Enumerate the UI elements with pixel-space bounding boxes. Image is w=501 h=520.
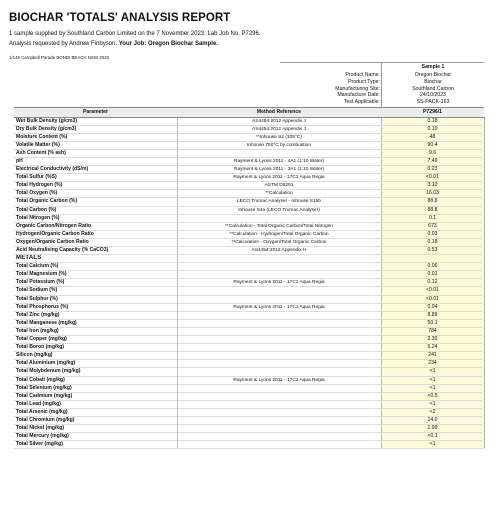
table-row xyxy=(14,376,484,384)
result-value-cell: 234 xyxy=(381,360,484,368)
parameter-cell: Total Organic Carbon (%) xyxy=(14,198,177,206)
parameter-cell: Total Chromium (mg/kg) xyxy=(14,416,177,424)
result-value-cell: 14.0 xyxy=(381,416,484,424)
method-cell xyxy=(177,319,381,327)
result-value-cell: 0.53 xyxy=(381,247,484,255)
table-row xyxy=(14,198,484,206)
table-row xyxy=(14,141,484,149)
method-cell xyxy=(177,214,381,222)
table-row xyxy=(14,425,484,433)
sample-heading: Sample 1 xyxy=(421,64,445,70)
result-value-cell: 8.89 xyxy=(381,311,484,319)
method-cell xyxy=(177,408,381,416)
method-cell xyxy=(177,384,381,392)
method-cell: Rayment & Lyons 2011 - 17C1 Aqua Regia xyxy=(177,279,381,287)
parameter-cell: pH xyxy=(14,157,177,165)
table-row xyxy=(14,352,484,360)
table-row xyxy=(14,408,484,416)
result-value-cell: <2 xyxy=(381,408,484,416)
method-cell xyxy=(177,368,381,376)
parameter-cell: Acid Neutralising Capacity (% CaCO3) xyxy=(14,247,177,255)
result-value-cell: 0.1 xyxy=(381,214,484,222)
parameter-cell: Total Manganese (mg/kg) xyxy=(14,319,177,327)
table-row xyxy=(14,133,484,141)
result-value-cell: 241 xyxy=(381,352,484,360)
table-row xyxy=(14,247,484,255)
parameter-cell: Total Cobalt (mg/kg) xyxy=(14,376,177,384)
result-value-cell: 0.12 xyxy=(381,279,484,287)
table-row xyxy=(14,295,484,303)
result-value-cell: <1 xyxy=(381,376,484,384)
table-row xyxy=(14,206,484,214)
table-row xyxy=(14,214,484,222)
result-value-cell: 48 xyxy=(381,133,484,141)
parameter-cell: Total Silver (mg/kg) xyxy=(14,441,177,449)
parameter-cell: Total Cadmium (mg/kg) xyxy=(14,392,177,400)
method-cell: ASTM D5291 xyxy=(177,182,381,190)
parameter-cell: Total Nitrogen (%) xyxy=(14,214,177,222)
result-value-cell xyxy=(381,255,484,263)
result-value-cell: <0.01 xyxy=(381,287,484,295)
table-row xyxy=(14,263,484,271)
parameter-cell: Total Calcium (%) xyxy=(14,263,177,271)
table-row xyxy=(14,327,484,335)
result-value-cell: 3.10 xyxy=(381,182,484,190)
section-heading-row xyxy=(14,255,484,263)
result-value-cell: 0.06 xyxy=(381,263,484,271)
result-value-cell: <1 xyxy=(381,368,484,376)
header-parameter: Parameter xyxy=(14,108,177,118)
method-cell xyxy=(177,271,381,279)
table-row xyxy=(14,166,484,174)
sample-info-label: Test Applicable: xyxy=(343,99,380,106)
table-row xyxy=(14,311,484,319)
table-row xyxy=(14,230,484,238)
intro-line-2 xyxy=(9,41,218,47)
table-row xyxy=(14,287,484,295)
sample-info-value: Oregon Biochar xyxy=(414,72,452,78)
result-value-cell: 0.03 xyxy=(381,230,484,238)
parameter-cell: Total Iron (mg/kg) xyxy=(14,327,177,335)
method-cell xyxy=(177,255,381,263)
method-cell xyxy=(177,352,381,360)
table-row xyxy=(14,384,484,392)
result-value-cell: 673 xyxy=(381,222,484,230)
sample-info-label: Product Type: xyxy=(348,78,380,85)
result-value-cell: <1 xyxy=(381,441,484,449)
result-value-cell: 0.01 xyxy=(381,271,484,279)
sample-info-block xyxy=(280,62,484,108)
table-row xyxy=(14,182,484,190)
table-row xyxy=(14,433,484,441)
method-cell: **Calculation - Hydrogen/Total Organic Carbon xyxy=(177,230,381,238)
table-row xyxy=(14,238,484,246)
sample-info-value: SS-PACK-163 xyxy=(416,99,450,106)
method-cell: Rayment & Lyons 2011 - 17C1 Aqua Regia xyxy=(177,174,381,182)
sample-info-label: Manufacturing Site: xyxy=(335,85,380,92)
table-row xyxy=(14,400,484,408)
result-value-cell: 0.23 xyxy=(381,166,484,174)
sample-info-value: Southland Carbon xyxy=(412,85,454,92)
method-cell xyxy=(177,416,381,424)
table-row xyxy=(14,157,484,165)
parameter-cell: Electrical Conductivity (dS/m) xyxy=(14,166,177,174)
parameter-cell: Wet Bulk Density (g/cm3) xyxy=(14,117,177,125)
parameter-cell: Total Sulphur (%) xyxy=(14,295,177,303)
parameter-cell: Total Zinc (mg/kg) xyxy=(14,311,177,319)
parameter-cell: Total Sulfur (%S) xyxy=(14,174,177,182)
method-cell: **Calculation xyxy=(177,190,381,198)
parameter-cell: Organic Carbon/Nitrogen Ratio xyxy=(14,222,177,230)
table-header-row xyxy=(14,108,484,118)
client-address: 1/146 Campbell Parade BONDI BEACH NSW 2026 xyxy=(9,55,110,60)
result-value-cell: 88.8 xyxy=(381,198,484,206)
method-cell xyxy=(177,149,381,157)
parameter-cell: Total Copper (mg/kg) xyxy=(14,336,177,344)
result-value-cell: 50.1 xyxy=(381,319,484,327)
parameter-cell: Total Aluminium (mg/kg) xyxy=(14,360,177,368)
result-value-cell: 0.18 xyxy=(381,117,484,125)
result-value-cell: 7.49 xyxy=(381,157,484,165)
method-cell xyxy=(177,392,381,400)
parameter-cell: Total Boron (mg/kg) xyxy=(14,344,177,352)
parameter-cell: Total Phosphorus (%) xyxy=(14,303,177,311)
method-cell: Rayment & Lyons 2011 - 3A1 (1:10 Water) xyxy=(177,166,381,174)
method-cell xyxy=(177,433,381,441)
method-cell xyxy=(177,263,381,271)
parameter-cell: Total Molybdenum (mg/kg) xyxy=(14,368,177,376)
table-row xyxy=(14,279,484,287)
table-row xyxy=(14,117,484,125)
result-value-cell: <1 xyxy=(381,384,484,392)
method-cell xyxy=(177,344,381,352)
method-cell: LECO Trumac Analyser - Inhouse S15b xyxy=(177,198,381,206)
parameter-cell: Total Magnesium (%) xyxy=(14,271,177,279)
sample-info-value: Biochar xyxy=(424,78,442,85)
parameter-cell: Hydrogen/Organic Carbon Ratio xyxy=(14,230,177,238)
method-cell xyxy=(177,400,381,408)
table-row xyxy=(14,441,484,449)
table-row xyxy=(14,336,484,344)
method-cell xyxy=(177,425,381,433)
parameter-cell: METALS xyxy=(14,255,177,263)
parameter-cell: Total Lead (mg/kg) xyxy=(14,400,177,408)
result-value-cell: 9.6 xyxy=(381,149,484,157)
method-cell xyxy=(177,311,381,319)
method-cell xyxy=(177,336,381,344)
method-cell: **Inhouse S2 (105°C) xyxy=(177,133,381,141)
result-value-cell: 5.24 xyxy=(381,344,484,352)
table-row xyxy=(14,190,484,198)
table-row xyxy=(14,416,484,424)
parameter-cell: Volatile Matter (%) xyxy=(14,141,177,149)
result-value-cell: <1 xyxy=(381,400,484,408)
result-value-cell: 784 xyxy=(381,327,484,335)
results-table xyxy=(14,107,485,449)
method-cell xyxy=(177,295,381,303)
parameter-cell: Total Hydrogen (%) xyxy=(14,182,177,190)
result-value-cell: <0.01 xyxy=(381,295,484,303)
method-cell: Inhouse S4a (LECO Trumac Analyser) xyxy=(177,206,381,214)
parameter-cell: Total Carbon (%) xyxy=(14,206,177,214)
table-row xyxy=(14,222,484,230)
result-value-cell: 90.4 xyxy=(381,141,484,149)
result-value-cell: <0.1 xyxy=(381,433,484,441)
table-row xyxy=(14,303,484,311)
method-cell: Rayment & Lyons 2011 - 17C1 Aqua Regia xyxy=(177,303,381,311)
parameter-cell: Total Sodium (%) xyxy=(14,287,177,295)
result-value-cell: 0.10 xyxy=(381,125,484,133)
parameter-cell: Ash Content (% ash) xyxy=(14,149,177,157)
table-row xyxy=(14,360,484,368)
result-value-cell: 1.99 xyxy=(381,425,484,433)
result-value-cell: 2.30 xyxy=(381,336,484,344)
method-cell: AS4454:2012 Appendix H xyxy=(177,247,381,255)
method-cell: Rayment & Lyons 2011 - 17C1 Aqua Regia xyxy=(177,376,381,384)
method-cell: AS4454:2012 Appendix J xyxy=(177,117,381,125)
sample-info-value: 24/10/2023 xyxy=(420,92,446,99)
method-cell xyxy=(177,360,381,368)
intro-line-2-job: Your Job: Oregon Biochar Sample. xyxy=(118,41,218,47)
table-row xyxy=(14,392,484,400)
parameter-cell: Total Selenium (mg/kg) xyxy=(14,384,177,392)
table-row xyxy=(14,149,484,157)
header-sample-value: P7296/1 xyxy=(381,108,484,118)
method-cell: AS4454:2012 Appendix J xyxy=(177,125,381,133)
table-row xyxy=(14,344,484,352)
sample-info-label: Manufacture Date: xyxy=(337,92,380,99)
result-value-cell: 0.04 xyxy=(381,303,484,311)
method-cell: **Calculation - Oxygen/Total Organic Carbon xyxy=(177,238,381,246)
result-value-cell: 16.03 xyxy=(381,190,484,198)
parameter-cell: Dry Bulk Density (g/cm3) xyxy=(14,125,177,133)
header-method: Method Reference xyxy=(177,108,381,118)
parameter-cell: Total Oxygen (%) xyxy=(14,190,177,198)
parameter-cell: Silicon (mg/kg) xyxy=(14,352,177,360)
table-row xyxy=(14,368,484,376)
result-value-cell: 0.18 xyxy=(381,238,484,246)
intro-line-1: 1 sample supplied by Southland Carbon Limited on the 7 November 2023. Lab Job No. P7296. xyxy=(9,31,261,37)
method-cell xyxy=(177,287,381,295)
table-row xyxy=(14,125,484,133)
table-body xyxy=(14,117,484,449)
method-cell xyxy=(177,441,381,449)
parameter-cell: Total Mercury (mg/kg) xyxy=(14,433,177,441)
method-cell: **Calculation - Total Organic Carbon/Total Nitrogen xyxy=(177,222,381,230)
parameter-cell: Total Potassium (%) xyxy=(14,279,177,287)
parameter-cell: Moisture Content (%) xyxy=(14,133,177,141)
method-cell: Inhouse 750°C by combustion xyxy=(177,141,381,149)
parameter-cell: Total Nickel (mg/kg) xyxy=(14,425,177,433)
table-row xyxy=(14,319,484,327)
sample-info-label: Product Name: xyxy=(345,72,380,78)
method-cell xyxy=(177,327,381,335)
table-row xyxy=(14,174,484,182)
method-cell: Rayment & Lyons 2011 - 4A1 (1:10 Water) xyxy=(177,157,381,165)
intro-line-2-prefix: Analysis requested by Andrew Finbyson. xyxy=(9,41,119,47)
result-value-cell: <0.01 xyxy=(381,174,484,182)
parameter-cell: Oxygen/Organic Carbon Ratio xyxy=(14,238,177,246)
result-value-cell: <0.5 xyxy=(381,392,484,400)
parameter-cell: Total Arsenic (mg/kg) xyxy=(14,408,177,416)
result-value-cell: 88.8 xyxy=(381,206,484,214)
report-title: BIOCHAR 'TOTALS' ANALYSIS REPORT xyxy=(9,12,231,24)
table-row xyxy=(14,271,484,279)
